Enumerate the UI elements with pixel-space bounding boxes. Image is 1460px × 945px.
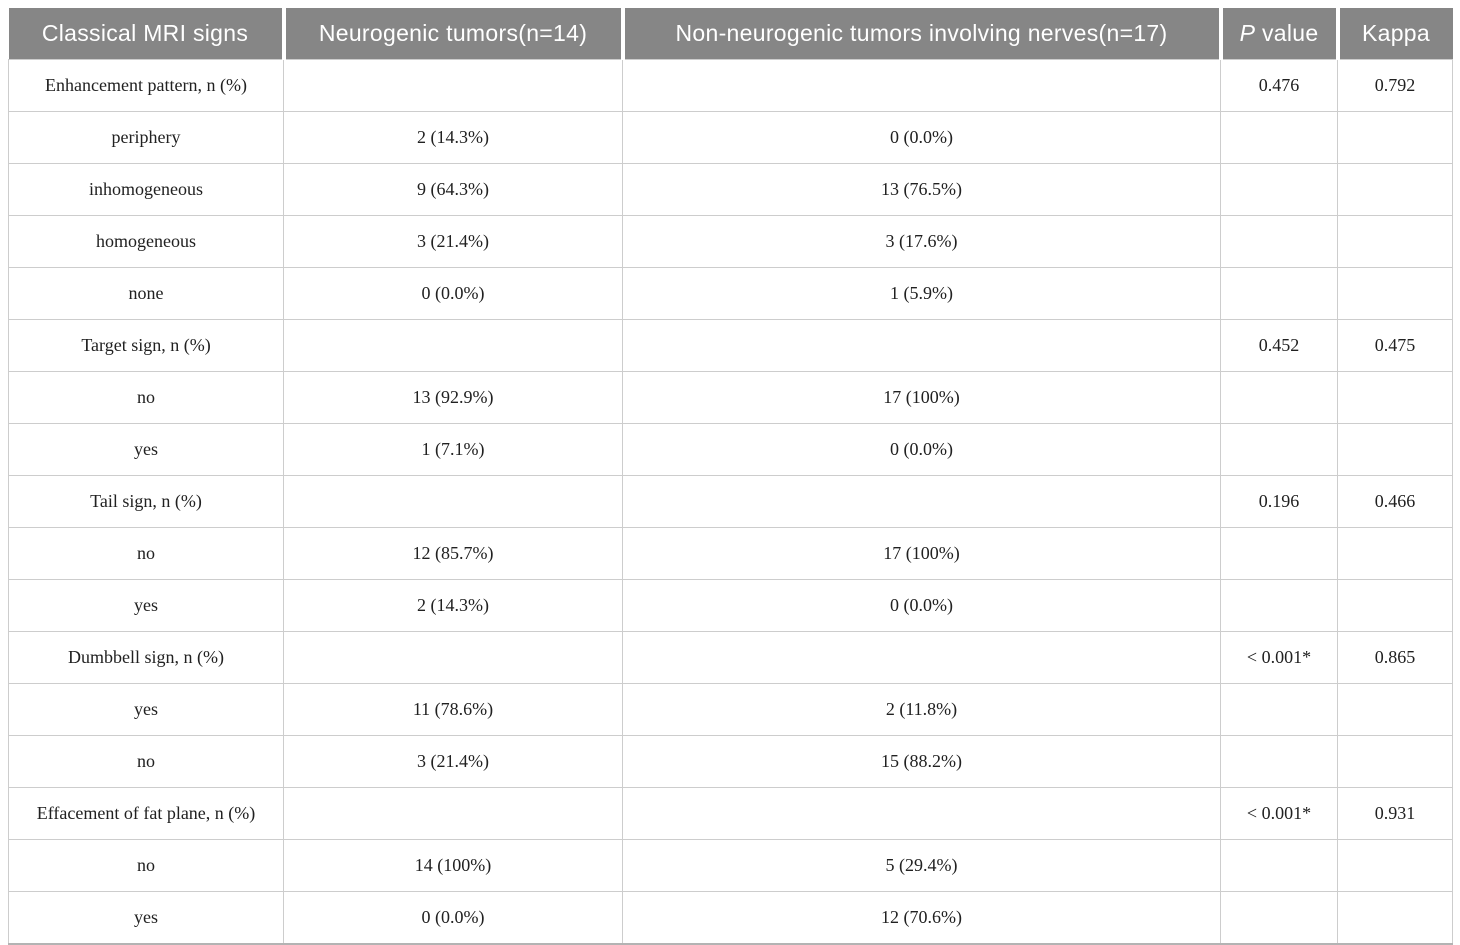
table-row-sign-sub (9, 372, 1453, 424)
sign-label-cell: Tail sign, n (%) (9, 476, 284, 528)
p-value-cell: < 0.001* (1221, 632, 1338, 684)
sign-label-cell: yes (9, 684, 284, 736)
kappa-value-cell: 0.931 (1338, 788, 1453, 840)
table-row-sign-sub (9, 112, 1453, 164)
sign-label-cell: Dumbbell sign, n (%) (9, 632, 284, 684)
kappa-value-cell: 0.475 (1338, 320, 1453, 372)
neurogenic-value-cell: 3 (21.4%) (284, 736, 623, 788)
non-neurogenic-value-cell: 13 (76.5%) (623, 164, 1221, 216)
neurogenic-value-cell (284, 320, 623, 372)
non-neurogenic-value-cell: 0 (0.0%) (623, 112, 1221, 164)
table-row-sign-group (9, 476, 1453, 528)
p-value-header-italic-p: P (1239, 20, 1256, 46)
table-row-sign-group (9, 60, 1453, 112)
non-neurogenic-value-cell: 1 (5.9%) (623, 268, 1221, 320)
table-row-sign-group (9, 788, 1453, 840)
p-value-cell (1221, 112, 1338, 164)
neurogenic-value-cell: 12 (85.7%) (284, 528, 623, 580)
p-value-cell (1221, 580, 1338, 632)
non-neurogenic-value-cell: 0 (0.0%) (623, 424, 1221, 476)
table-row-sign-sub (9, 268, 1453, 320)
non-neurogenic-value-cell: 5 (29.4%) (623, 840, 1221, 892)
header-row (9, 8, 1453, 60)
kappa-value-cell (1338, 580, 1453, 632)
neurogenic-value-cell: 3 (21.4%) (284, 216, 623, 268)
table-row-sign-group (9, 320, 1453, 372)
p-value-cell: < 0.001* (1221, 788, 1338, 840)
kappa-value-cell (1338, 684, 1453, 736)
col-header-non-neurogenic-tumors: Non-neurogenic tumors involving nerves(n=17) (623, 8, 1221, 60)
non-neurogenic-value-cell (623, 60, 1221, 112)
kappa-value-cell: 0.865 (1338, 632, 1453, 684)
neurogenic-value-cell (284, 60, 623, 112)
neurogenic-value-cell: 13 (92.9%) (284, 372, 623, 424)
neurogenic-value-cell (284, 476, 623, 528)
p-value-cell (1221, 372, 1338, 424)
table-row-sign-sub (9, 216, 1453, 268)
neurogenic-value-cell: 9 (64.3%) (284, 164, 623, 216)
table-row-sign-sub (9, 736, 1453, 788)
p-value-cell (1221, 268, 1338, 320)
p-value-cell (1221, 892, 1338, 945)
p-value-cell (1221, 424, 1338, 476)
neurogenic-value-cell: 2 (14.3%) (284, 580, 623, 632)
table-row-sign-sub (9, 840, 1453, 892)
table-row-sign-group (9, 632, 1453, 684)
non-neurogenic-value-cell: 17 (100%) (623, 372, 1221, 424)
p-value-cell: 0.476 (1221, 60, 1338, 112)
sign-label-cell: no (9, 840, 284, 892)
sign-label-cell: inhomogeneous (9, 164, 284, 216)
sign-label-cell: yes (9, 580, 284, 632)
col-header-classical-mri-signs: Classical MRI signs (9, 8, 284, 60)
kappa-value-cell (1338, 268, 1453, 320)
kappa-value-cell (1338, 840, 1453, 892)
p-value-cell: 0.452 (1221, 320, 1338, 372)
neurogenic-value-cell (284, 632, 623, 684)
sign-label-cell: no (9, 736, 284, 788)
neurogenic-value-cell: 0 (0.0%) (284, 268, 623, 320)
kappa-value-cell (1338, 164, 1453, 216)
p-value-cell (1221, 164, 1338, 216)
col-header-kappa: Kappa (1338, 8, 1453, 60)
sign-label-cell: yes (9, 892, 284, 945)
sign-label-cell: Enhancement pattern, n (%) (9, 60, 284, 112)
p-value-cell (1221, 840, 1338, 892)
neurogenic-value-cell: 14 (100%) (284, 840, 623, 892)
kappa-value-cell (1338, 372, 1453, 424)
sign-label-cell: periphery (9, 112, 284, 164)
non-neurogenic-value-cell: 2 (11.8%) (623, 684, 1221, 736)
sign-label-cell: no (9, 372, 284, 424)
table-row-sign-sub (9, 424, 1453, 476)
table-row-sign-sub (9, 528, 1453, 580)
col-header-neurogenic-tumors: Neurogenic tumors(n=14) (284, 8, 623, 60)
non-neurogenic-value-cell: 12 (70.6%) (623, 892, 1221, 945)
sign-label-cell: no (9, 528, 284, 580)
table-row-sign-sub (9, 164, 1453, 216)
neurogenic-value-cell: 11 (78.6%) (284, 684, 623, 736)
non-neurogenic-value-cell: 3 (17.6%) (623, 216, 1221, 268)
non-neurogenic-value-cell (623, 632, 1221, 684)
sign-label-cell: Effacement of fat plane, n (%) (9, 788, 284, 840)
kappa-value-cell: 0.792 (1338, 60, 1453, 112)
non-neurogenic-value-cell (623, 788, 1221, 840)
table-row-sign-sub (9, 684, 1453, 736)
col-header-p-value (1221, 8, 1338, 60)
sign-label-cell: homogeneous (9, 216, 284, 268)
kappa-value-cell: 0.466 (1338, 476, 1453, 528)
non-neurogenic-value-cell: 0 (0.0%) (623, 580, 1221, 632)
non-neurogenic-value-cell: 17 (100%) (623, 528, 1221, 580)
p-value-header-rest: value (1261, 20, 1319, 46)
kappa-value-cell (1338, 424, 1453, 476)
kappa-value-cell (1338, 528, 1453, 580)
neurogenic-value-cell (284, 788, 623, 840)
p-value-cell (1221, 216, 1338, 268)
neurogenic-value-cell: 1 (7.1%) (284, 424, 623, 476)
sign-label-cell: none (9, 268, 284, 320)
sign-label-cell: Target sign, n (%) (9, 320, 284, 372)
table-row-sign-sub (9, 580, 1453, 632)
kappa-value-cell (1338, 112, 1453, 164)
neurogenic-value-cell: 0 (0.0%) (284, 892, 623, 945)
sign-label-cell: yes (9, 424, 284, 476)
p-value-cell: 0.196 (1221, 476, 1338, 528)
non-neurogenic-value-cell (623, 320, 1221, 372)
kappa-value-cell (1338, 216, 1453, 268)
non-neurogenic-value-cell: 15 (88.2%) (623, 736, 1221, 788)
neurogenic-value-cell: 2 (14.3%) (284, 112, 623, 164)
kappa-value-cell (1338, 892, 1453, 945)
non-neurogenic-value-cell (623, 476, 1221, 528)
p-value-cell (1221, 528, 1338, 580)
table-row-sign-sub (9, 892, 1453, 945)
kappa-value-cell (1338, 736, 1453, 788)
mri-signs-comparison-table (8, 8, 1453, 945)
p-value-cell (1221, 684, 1338, 736)
p-value-cell (1221, 736, 1338, 788)
